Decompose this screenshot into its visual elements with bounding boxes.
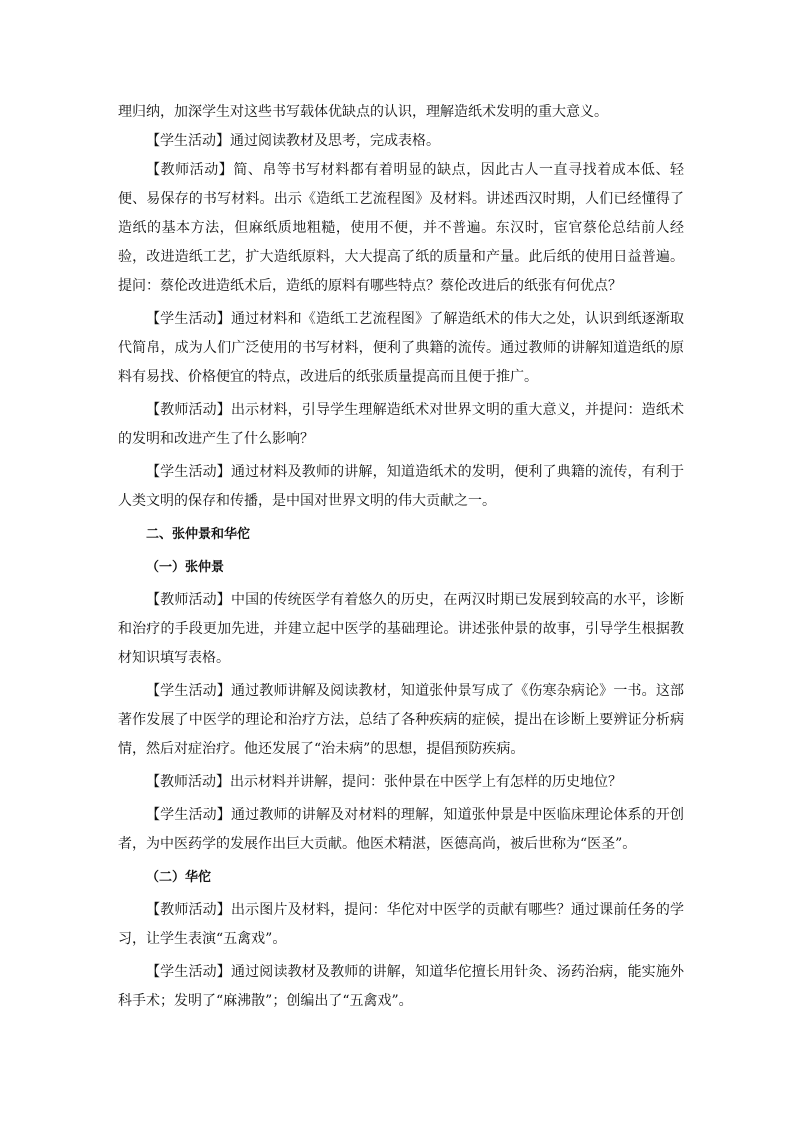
paragraph-student-activity-1: 【学生活动】通过阅读教材及思考，完成表格。: [146, 133, 440, 149]
subsection-heading-zhang-zhongjing: （一）张仲景: [146, 560, 225, 575]
subsection-heading-hua-tuo: （二）华佗: [146, 870, 212, 885]
paragraph-student-activity-2: 【学生活动】通过材料和《造纸工艺流程图》了解造纸术的伟大之处，认识到纸逐渐取代简帛，成为人们广泛使用的书写材料，便利了典籍的流传。通过教师的讲解知道造纸的原料有易找、价格便宜的特点，改进后的纸张质量提高而且便于推广。: [118, 311, 684, 385]
paragraph-teacher-activity-3: 【教师活动】中国的传统医学有着悠久的历史，在两汉时期已发展到较高的水平，诊断和治疗的手段更加先进，并建立起中医学的基础理论。讲述张仲景的故事，引导学生根据教材知识填写表格。: [118, 592, 684, 666]
paragraph-teacher-activity-2: 【教师活动】出示材料，引导学生理解造纸术对世界文明的重大意义，并提问：造纸术的发明和改进产生了什么影响？: [118, 402, 684, 447]
paragraph-student-activity-6: 【学生活动】通过阅读教材及教师的讲解，知道华佗擅长用针灸、汤药治病，能实施外科手术；发明了“麻沸散”；创编出了“五禽戏”。: [118, 964, 684, 1009]
section-heading-zhang-hua: 二、张仲景和华佗: [146, 527, 251, 542]
paragraph-teacher-activity-4: 【教师活动】出示材料并讲解，提问：张仲景在中医学上有怎样的历史地位？: [146, 774, 622, 790]
paragraph-teacher-activity-5: 【教师活动】出示图片及材料，提问：华佗对中医学的贡献有哪些？通过课前任务的学习，让学生表演“五禽戏”。: [118, 902, 684, 947]
paragraph-student-activity-3: 【学生活动】通过材料及教师的讲解，知道造纸术的发明，便利了典籍的流传，有利于人类文明的保存和传播，是中国对世界文明的伟大贡献之一。: [118, 464, 684, 509]
paragraph-teacher-activity-1: 【教师活动】简、帛等书写材料都有着明显的缺点，因此古人一直寻找着成本低、轻便、易保存的书写材料。出示《造纸工艺流程图》及材料。讲述西汉时期，人们已经懂得了造纸的基本方法，但麻纸质地粗糙，使用不便，并不普遍。东汉时，宦官蔡伦总结前人经验，改进造纸工艺，扩大造纸原料，大大提高了纸的质量和产量。此后纸的使用日益普遍。提问：蔡伦改进造纸术后，造纸的原料有哪些特点？蔡伦改进后的纸张有何优点？: [118, 162, 684, 294]
paragraph-student-activity-5: 【学生活动】通过教师的讲解及对材料的理解，知道张仲景是中医临床理论体系的开创者，为中医药学的发展作出巨大贡献。他医术精湛，医德高尚，被后世称为“医圣”。: [118, 807, 684, 852]
document-page: [118, 98, 684, 1016]
paragraph-intro-continuation: 理归纳，加深学生对这些书写载体优缺点的认识，理解造纸术发明的重大意义。: [118, 104, 608, 120]
paragraph-student-activity-4: 【学生活动】通过教师讲解及阅读教材，知道张仲景写成了《伤寒杂病论》一书。这部著作发展了中医学的理论和治疗方法，总结了各种疾病的症候，提出在诊断上要辨证分析病情，然后对症治疗。他还发展了“治未病”的思想，提倡预防疾病。: [118, 683, 684, 757]
